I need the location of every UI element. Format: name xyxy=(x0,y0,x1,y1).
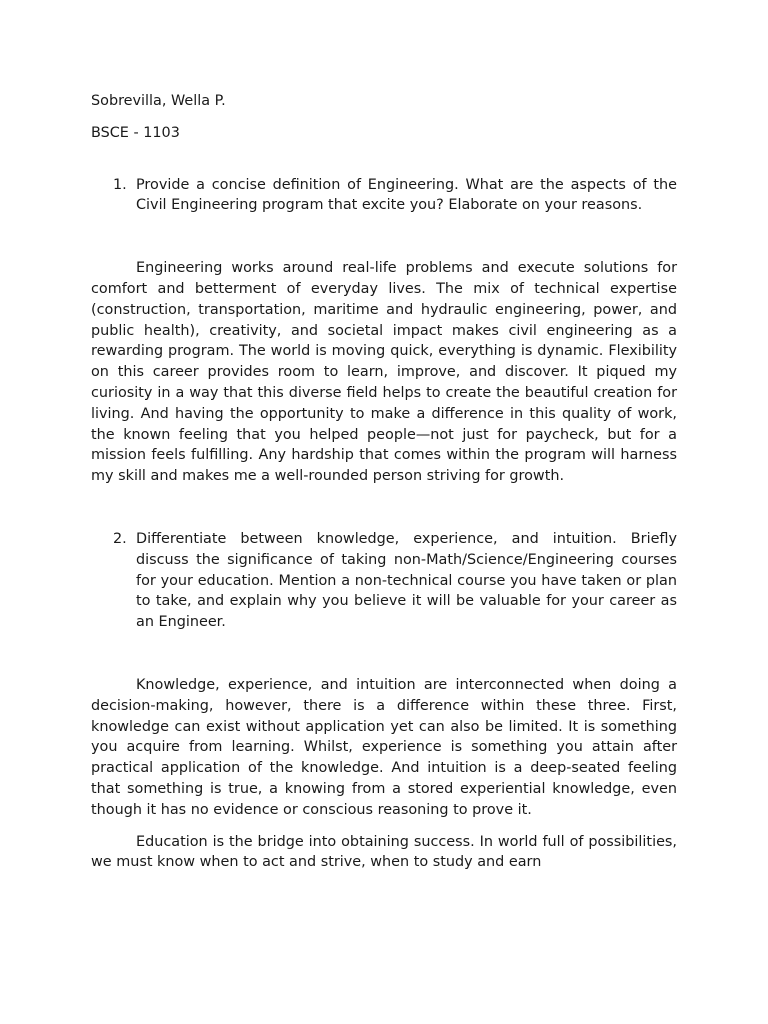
student-name: Sobrevilla, Wella P. xyxy=(91,93,226,109)
question-1-text: Provide a concise definition of Engineering. What are the aspects of the Civil Engineering program that excite you? Elaborate on your reasons. xyxy=(136,176,677,214)
question-1 xyxy=(91,175,677,217)
question-2 xyxy=(91,529,677,633)
question-2-text: Differentiate between knowledge, experience, and intuition. Briefly discuss the significance of taking non-Math/Science/Engineering courses for your education. Mention a non-technical course you have taken or plan to take, and explain why you believe it will be valuable for your career as an Engineer. xyxy=(136,530,677,631)
student-section: BSCE - 1103 xyxy=(91,124,180,141)
answer-1: Engineering works around real-life problems and execute solutions for comfort and betterment of everyday lives. The mix of technical expertise (construction, transportation, maritime and hydraulic engineering, power, and public health), creativity, and societal impact makes civil engineering as a rewarding program. The world is moving quick, everything is dynamic. Flexibility on this career provides room to learn, improve, and discover. It piqued my curiosity in a way that this diverse field helps to create the beautiful creation for living. And having the opportunity to make a difference in this quality of work, the known feeling that you helped people—not just for paycheck, but for a mission feels fulfilling. Any hardship that comes within the program will harness my skill and makes me a well-rounded person striving for growth. xyxy=(91,260,677,485)
answer-2-paragraph-1: Knowledge, experience, and intuition are interconnected when doing a decision-making, however, there is a difference within these three. First, knowledge can exist without application yet can also be limited. It is something you acquire from learning. Whilst, experience is something you attain after practical application of the knowledge. And intuition is a deep-seated feeling that something is true, a knowing from a stored experiential knowledge, even though it has no evidence or conscious reasoning to prove it. xyxy=(91,676,677,818)
question-2-number: 2. xyxy=(113,530,127,547)
answer-2-paragraph-2: Education is the bridge into obtaining success. In world full of possibilities, we must know when to act and strive, when to study and earn xyxy=(91,833,677,871)
question-1-number: 1. xyxy=(113,176,127,193)
document-page xyxy=(91,91,677,873)
